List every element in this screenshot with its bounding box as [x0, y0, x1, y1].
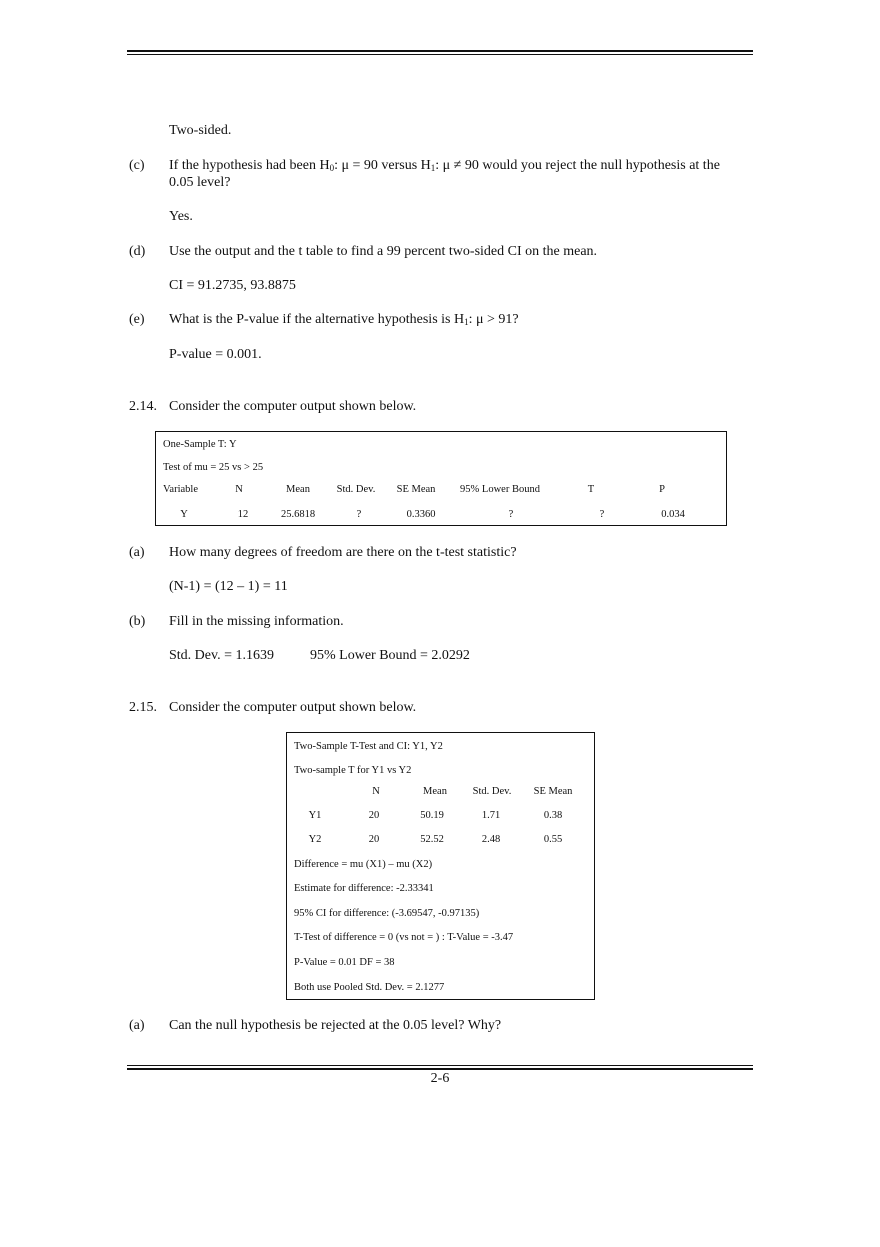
- header-variable: Variable: [163, 484, 198, 495]
- answer-214b-lower-bound: 95% Lower Bound = 2.0292: [310, 648, 470, 663]
- row-y2-std-dev: 2.48: [481, 834, 501, 845]
- question-214b: Fill in the missing information.: [169, 614, 344, 629]
- header2-mean: Mean: [423, 786, 447, 797]
- question-215a: Can the null hypothesis be rejected at the 0.05 level? Why?: [169, 1018, 502, 1033]
- header2-se-mean: SE Mean: [533, 786, 573, 797]
- output2-ttest: T-Test of difference = 0 (vs not = ) : T-Value = -3.47: [294, 932, 514, 943]
- row-std-dev: ?: [356, 509, 362, 520]
- answer-214b-std-dev: Std. Dev. = 1.1639: [169, 648, 274, 663]
- header2-n: N: [372, 786, 380, 797]
- header-n: N: [235, 484, 243, 495]
- header-rule: [127, 50, 753, 52]
- output2-ci: 95% CI for difference: (-3.69547, -0.97135): [294, 908, 480, 919]
- one-sample-output-box: [155, 431, 727, 526]
- item-label-214a: (a): [129, 545, 145, 560]
- output2-estimate: Estimate for difference: -2.33341: [294, 883, 434, 894]
- row-n: 12: [237, 509, 249, 520]
- header-t: T: [587, 484, 595, 495]
- answer-214a: (N-1) = (12 – 1) = 11: [169, 579, 288, 594]
- two-sample-output-box: [286, 732, 595, 1000]
- header-mean: Mean: [286, 484, 310, 495]
- problem-number-2-14: 2.14.: [129, 399, 157, 414]
- footer-rule-thin: [127, 1065, 753, 1066]
- row-y2-n: 20: [368, 834, 380, 845]
- row-mean: 25.6818: [280, 509, 316, 520]
- row-y1-label: Y1: [308, 810, 322, 821]
- question-c: If the hypothesis had been $H_0$: μ = 90 versus $H_1$: μ ≠ 90 would you reject the null hypothesis at the: [169, 158, 720, 173]
- header-se-mean: SE Mean: [396, 484, 436, 495]
- header-std-dev: Std. Dev.: [336, 484, 376, 495]
- row-se-mean: 0.3360: [406, 509, 436, 520]
- row-y1-se-mean: 0.38: [543, 810, 563, 821]
- answer-two-sided: Two-sided.: [169, 123, 232, 138]
- item-label-c: (c): [129, 158, 145, 173]
- header-lower-bound: 95% Lower Bound: [460, 484, 540, 495]
- problem-prompt-2-15: Consider the computer output shown below.: [169, 700, 417, 715]
- row-y1-std-dev: 1.71: [481, 810, 501, 821]
- output2-pvalue: P-Value = 0.01 DF = 38: [294, 957, 395, 968]
- item-label-e: (e): [129, 312, 145, 327]
- question-c-line2: 0.05 level?: [169, 175, 231, 190]
- row-p: 0.034: [661, 509, 685, 520]
- row-y2-mean: 52.52: [420, 834, 444, 845]
- output2-pooled: Both use Pooled Std. Dev. = 2.1277: [294, 982, 445, 993]
- answer-d: CI = 91.2735, 93.8875: [169, 278, 296, 293]
- row-y2-label: Y2: [308, 834, 322, 845]
- question-d: Use the output and the t table to find a 99 percent two-sided CI on the mean.: [169, 244, 598, 259]
- output2-subtitle: Two-sample T for Y1 vs Y2: [294, 765, 412, 776]
- answer-c: Yes.: [169, 209, 193, 224]
- row-y1-mean: 50.19: [420, 810, 444, 821]
- row-lower-bound: ?: [508, 509, 514, 520]
- header-p: P: [659, 484, 665, 495]
- output-test: Test of mu = 25 vs > 25: [163, 462, 264, 473]
- question-e: What is the P-value if the alternative hypothesis is $H_1$: μ > 91?: [169, 312, 519, 327]
- output-title: One-Sample T: Y: [163, 439, 237, 450]
- page-number: 2-6: [430, 1071, 450, 1086]
- output2-title: Two-Sample T-Test and CI: Y1, Y2: [294, 741, 443, 752]
- answer-e: P-value = 0.001.: [169, 347, 262, 362]
- problem-number-2-15: 2.15.: [129, 700, 157, 715]
- problem-prompt-2-14: Consider the computer output shown below.: [169, 399, 417, 414]
- item-label-214b: (b): [129, 614, 146, 629]
- row-variable: Y: [180, 509, 188, 520]
- header2-std-dev: Std. Dev.: [472, 786, 512, 797]
- footer-rule: [127, 1068, 753, 1070]
- row-y2-se-mean: 0.55: [543, 834, 563, 845]
- row-y1-n: 20: [368, 810, 380, 821]
- output2-difference: Difference = mu (X1) – mu (X2): [294, 859, 433, 870]
- item-label-215a: (a): [129, 1018, 145, 1033]
- question-214a: How many degrees of freedom are there on the t-test statistic?: [169, 545, 517, 560]
- header-rule-thin: [127, 54, 753, 55]
- item-label-d: (d): [129, 244, 146, 259]
- row-t: ?: [599, 509, 605, 520]
